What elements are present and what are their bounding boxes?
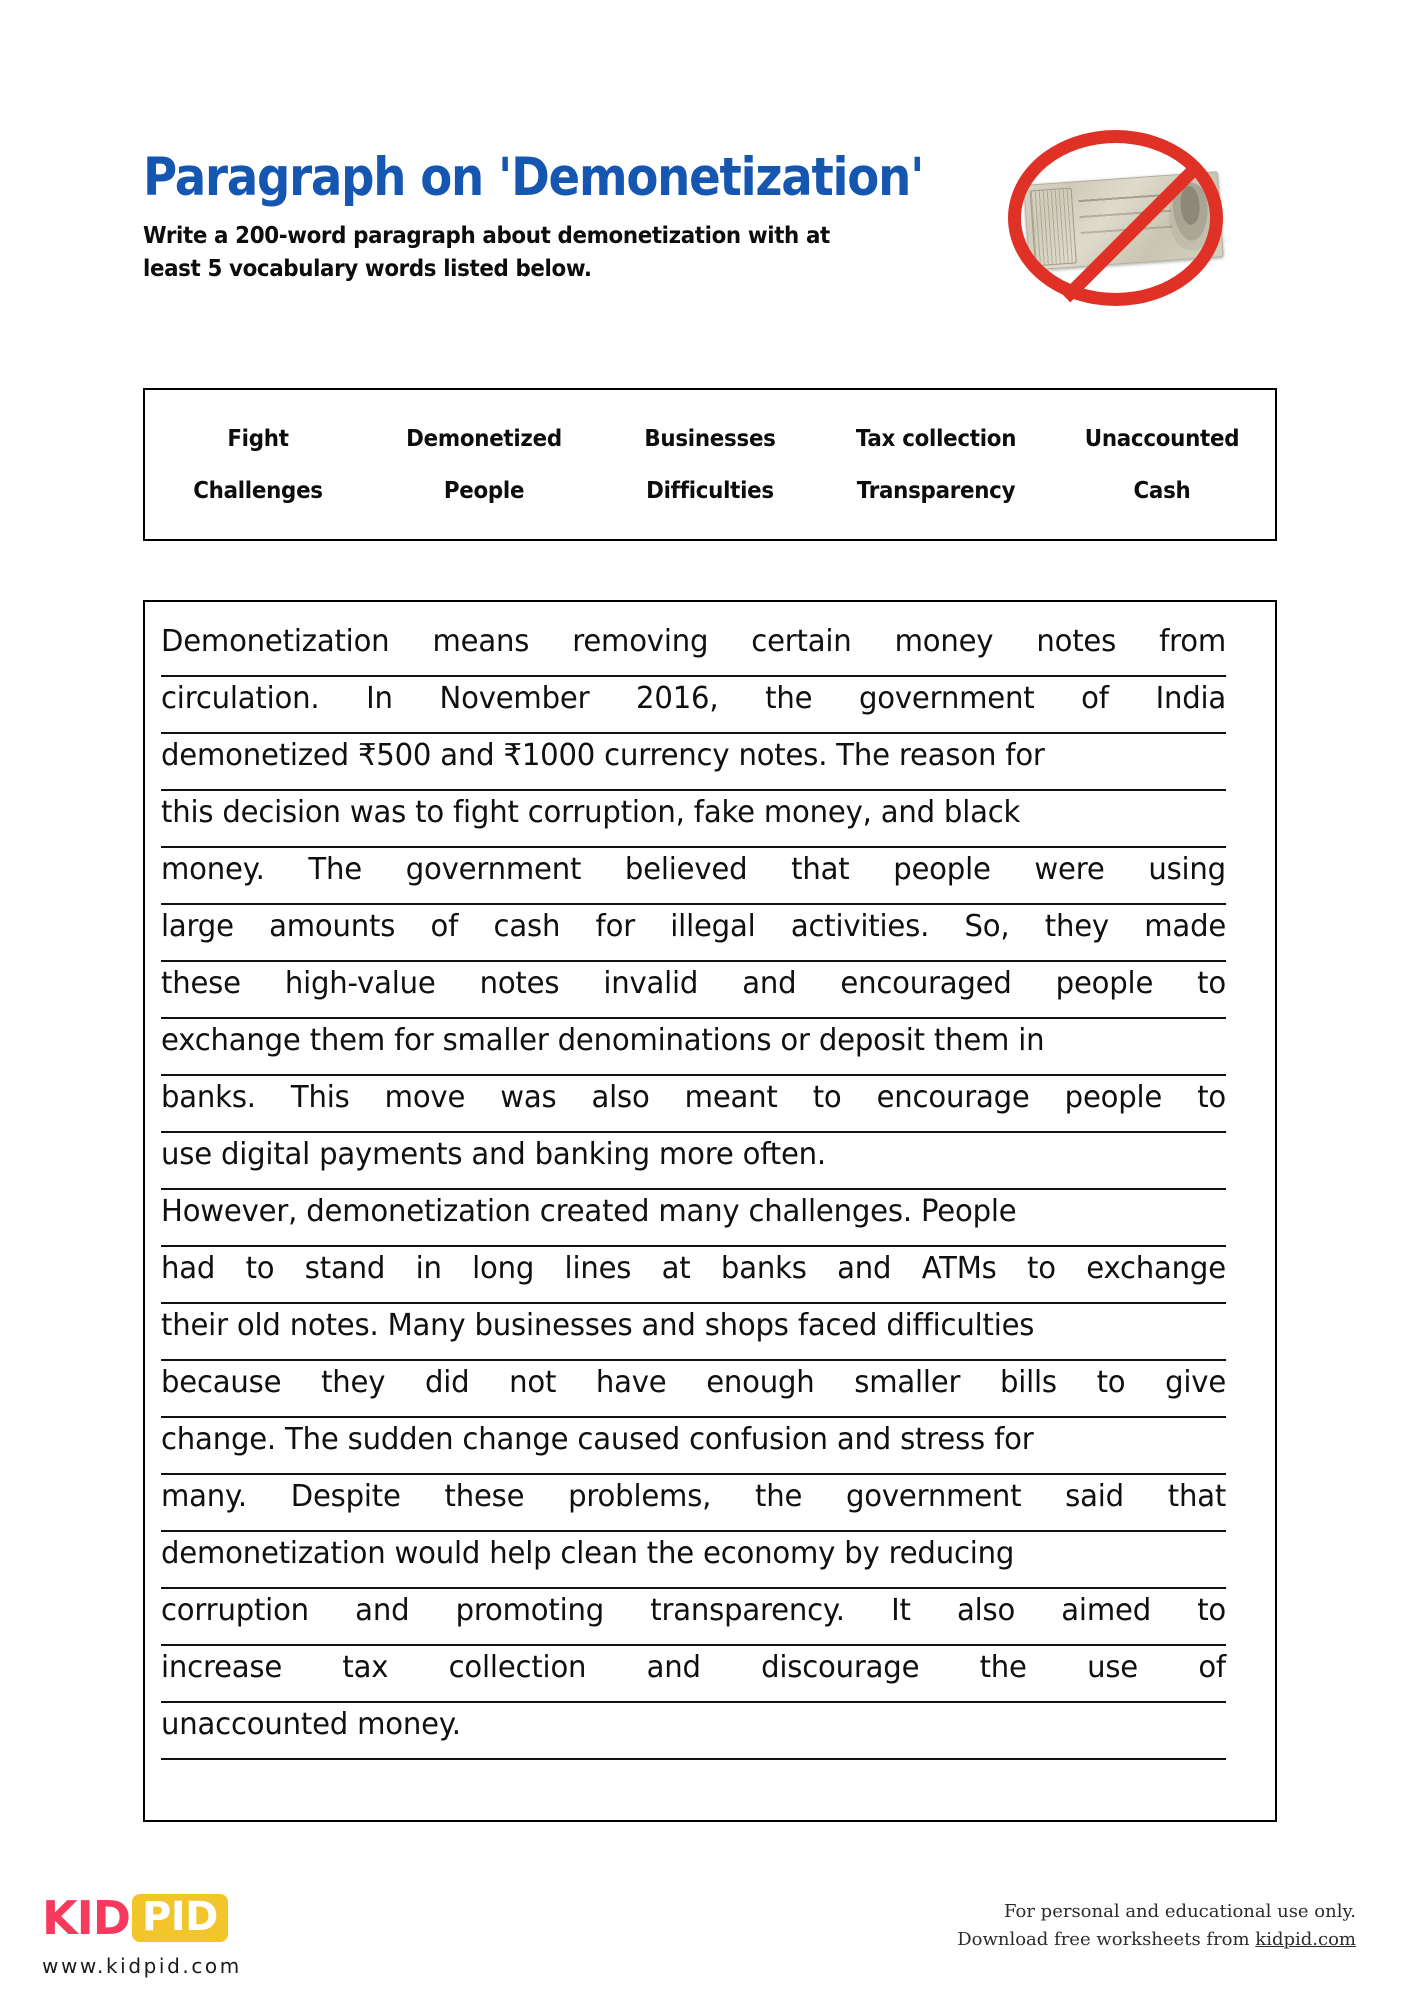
paragraph-word: the [754,1479,803,1514]
paragraph-word: also [591,1080,650,1115]
paragraph-word: long [472,1251,535,1286]
paragraph-word: for [595,909,635,944]
paragraph-line [161,1076,1226,1133]
paragraph-word: promoting [455,1593,605,1628]
paragraph-answer-box[interactable] [143,600,1277,1822]
paragraph-word: of [430,909,459,944]
paragraph-line [161,905,1226,962]
paragraph-word: corruption [161,1593,309,1628]
paragraph-word: tax [342,1650,389,1685]
paragraph-word: aimed [1061,1593,1151,1628]
paragraph-word: stand [304,1251,386,1286]
paragraph-line: this decision was to fight corruption, fake money, and black [161,791,1226,848]
vocabulary-word: Cash [1133,477,1191,504]
vocabulary-word: Fight [227,425,289,452]
paragraph-word: have [595,1365,667,1400]
paragraph-word: It [891,1593,911,1628]
paragraph-line: However, demonetization created many challenges. People [161,1190,1226,1247]
paragraph-word: notes [1036,624,1117,659]
paragraph-word: circulation. [161,681,320,716]
logo-kid-text: KID [42,1891,130,1945]
vocabulary-word: Tax collection [855,425,1017,452]
paragraph-word: said [1065,1479,1124,1514]
paragraph-word: and [742,966,797,1001]
paragraph-word: collection [448,1650,587,1685]
paragraph-word: at [661,1251,691,1286]
paragraph-word: notes [479,966,560,1001]
paragraph-word: and [355,1593,410,1628]
paragraph-word: bills [999,1365,1057,1400]
paragraph-word: from [1159,624,1227,659]
paragraph-word: cash [493,909,561,944]
paragraph-word: give [1165,1365,1227,1400]
paragraph-word: This [290,1080,350,1115]
paragraph-line [161,620,1226,677]
paragraph-word: people [1064,1080,1163,1115]
paragraph-line: change. The sudden change caused confusion and stress for [161,1418,1226,1475]
paragraph-word: to [1096,1365,1126,1400]
paragraph-word: to [1027,1251,1056,1286]
paragraph-word: banks. [161,1080,256,1115]
paragraph-word: move [384,1080,466,1115]
paragraph-word: banks [720,1251,807,1286]
paragraph-line [161,1589,1226,1646]
paragraph-line: demonetized ₹500 and ₹1000 currency notes. The reason for [161,734,1226,791]
paragraph-word: encourage [876,1080,1030,1115]
paragraph-word: were [1034,852,1105,887]
paragraph-line: unaccounted money. [161,1703,1226,1760]
instruction-text [143,220,961,287]
paragraph-word: did [424,1365,470,1400]
footer-note-line-2 [957,1926,1356,1954]
paragraph-word: amounts [269,909,396,944]
instruction-line-2: least 5 vocabulary words listed below. [143,255,592,282]
paragraph-word: Despite [290,1479,401,1514]
paragraph-word: these [161,966,241,1001]
vocabulary-word: Businesses [644,425,776,452]
paragraph-word: and [837,1251,892,1286]
footer [0,1880,1414,2000]
paragraph-lines [161,620,1259,1760]
paragraph-word: activities. [790,909,930,944]
paragraph-word: money [894,624,994,659]
paragraph-line: use digital payments and banking more often. [161,1133,1226,1190]
logo-pid-text: PID [132,1894,228,1942]
paragraph-word: the [765,681,813,716]
paragraph-word: they [1044,909,1109,944]
vocabulary-word: Transparency [856,477,1016,504]
vocabulary-word: Difficulties [646,477,774,504]
paragraph-word: smaller [854,1365,961,1400]
paragraph-word: Demonetization [161,624,390,659]
paragraph-word: government [405,852,582,887]
paragraph-word: transparency. [650,1593,845,1628]
paragraph-word: government [859,681,1035,716]
paragraph-word: and [646,1650,701,1685]
paragraph-word: ATMs [921,1251,997,1286]
paragraph-line: their old notes. Many businesses and shops faced difficulties [161,1304,1226,1361]
paragraph-word: meant [684,1080,778,1115]
paragraph-line [161,1361,1226,1418]
paragraph-word: enough [706,1365,815,1400]
paragraph-line [161,1475,1226,1532]
logo-url[interactable]: www.kidpid.com [42,1954,242,1978]
paragraph-word: high-value [284,966,436,1001]
paragraph-word: India [1155,681,1227,716]
paragraph-word: in [415,1251,442,1286]
footer-note-prefix: Download free worksheets from [957,1928,1256,1950]
paragraph-word: had [161,1251,216,1286]
paragraph-word: the [979,1650,1027,1685]
paragraph-word: of [1198,1650,1226,1685]
vocabulary-word: People [443,477,525,504]
paragraph-word: these [444,1479,525,1514]
paragraph-word: people [893,852,991,887]
paragraph-word: In [366,681,393,716]
paragraph-word: of [1081,681,1109,716]
paragraph-word: people [1055,966,1154,1001]
paragraph-word: 2016, [636,681,719,716]
kidpid-logo[interactable] [42,1890,372,1978]
paragraph-line: demonetization would help clean the economy by reducing [161,1532,1226,1589]
paragraph-word: removing [572,624,709,659]
prohibition-circle-icon [1008,130,1223,306]
paragraph-word: to [1197,966,1226,1001]
prohibition-slash-icon [1061,162,1202,303]
paragraph-word: was [500,1080,557,1115]
paragraph-word: they [321,1365,386,1400]
paragraph-word: problems, [568,1479,712,1514]
paragraph-word: certain [751,624,852,659]
paragraph-word: means [432,624,530,659]
paragraph-word: money. [161,852,265,887]
paragraph-word: exchange [1086,1251,1226,1286]
paragraph-word: invalid [603,966,699,1001]
paragraph-line [161,677,1226,734]
vocabulary-row-1 [145,426,1275,452]
paragraph-word: So, [964,909,1010,944]
paragraph-word: using [1148,852,1226,887]
paragraph-word: increase [161,1650,283,1685]
paragraph-word: believed [624,852,748,887]
paragraph-word: that [1167,1479,1227,1514]
paragraph-word: to [245,1251,275,1286]
paragraph-line [161,1247,1226,1304]
paragraph-word: government [845,1479,1022,1514]
paragraph-line: exchange them for smaller denominations or deposit them in [161,1019,1226,1076]
paragraph-line [161,848,1226,905]
paragraph-word: The [308,852,362,887]
paragraph-word: also [956,1593,1016,1628]
paragraph-word: November [439,681,590,716]
paragraph-word: because [161,1365,282,1400]
paragraph-word: many. [161,1479,247,1514]
no-cash-rupee-note-icon [1008,130,1238,320]
paragraph-word: large [161,909,234,944]
paragraph-word: encouraged [840,966,1012,1001]
paragraph-word: made [1144,909,1227,944]
vocabulary-word: Unaccounted [1084,425,1240,452]
paragraph-word: to [812,1080,842,1115]
paragraph-word: not [509,1365,557,1400]
paragraph-line [161,962,1226,1019]
vocabulary-row-2 [145,478,1275,504]
vocabulary-box [143,388,1277,541]
vocabulary-word: Demonetized [406,425,562,452]
vocabulary-word: Challenges [193,477,323,504]
paragraph-word: discourage [761,1650,920,1685]
kidpid-link[interactable]: kidpid.com [1255,1928,1356,1950]
paragraph-word: lines [564,1251,632,1286]
footer-note [957,1898,1356,1954]
footer-note-line-1: For personal and educational use only. [1004,1901,1356,1922]
paragraph-word: use [1087,1650,1139,1685]
logo-row [42,1890,372,1946]
page-title: Paragraph on 'Demonetization' [143,147,924,208]
paragraph-word: to [1197,1593,1227,1628]
paragraph-word: illegal [670,909,756,944]
paragraph-word: to [1197,1080,1227,1115]
paragraph-word: that [791,852,850,887]
instruction-line-1: Write a 200-word paragraph about demonetization with at [143,222,830,249]
paragraph-line [161,1646,1226,1703]
